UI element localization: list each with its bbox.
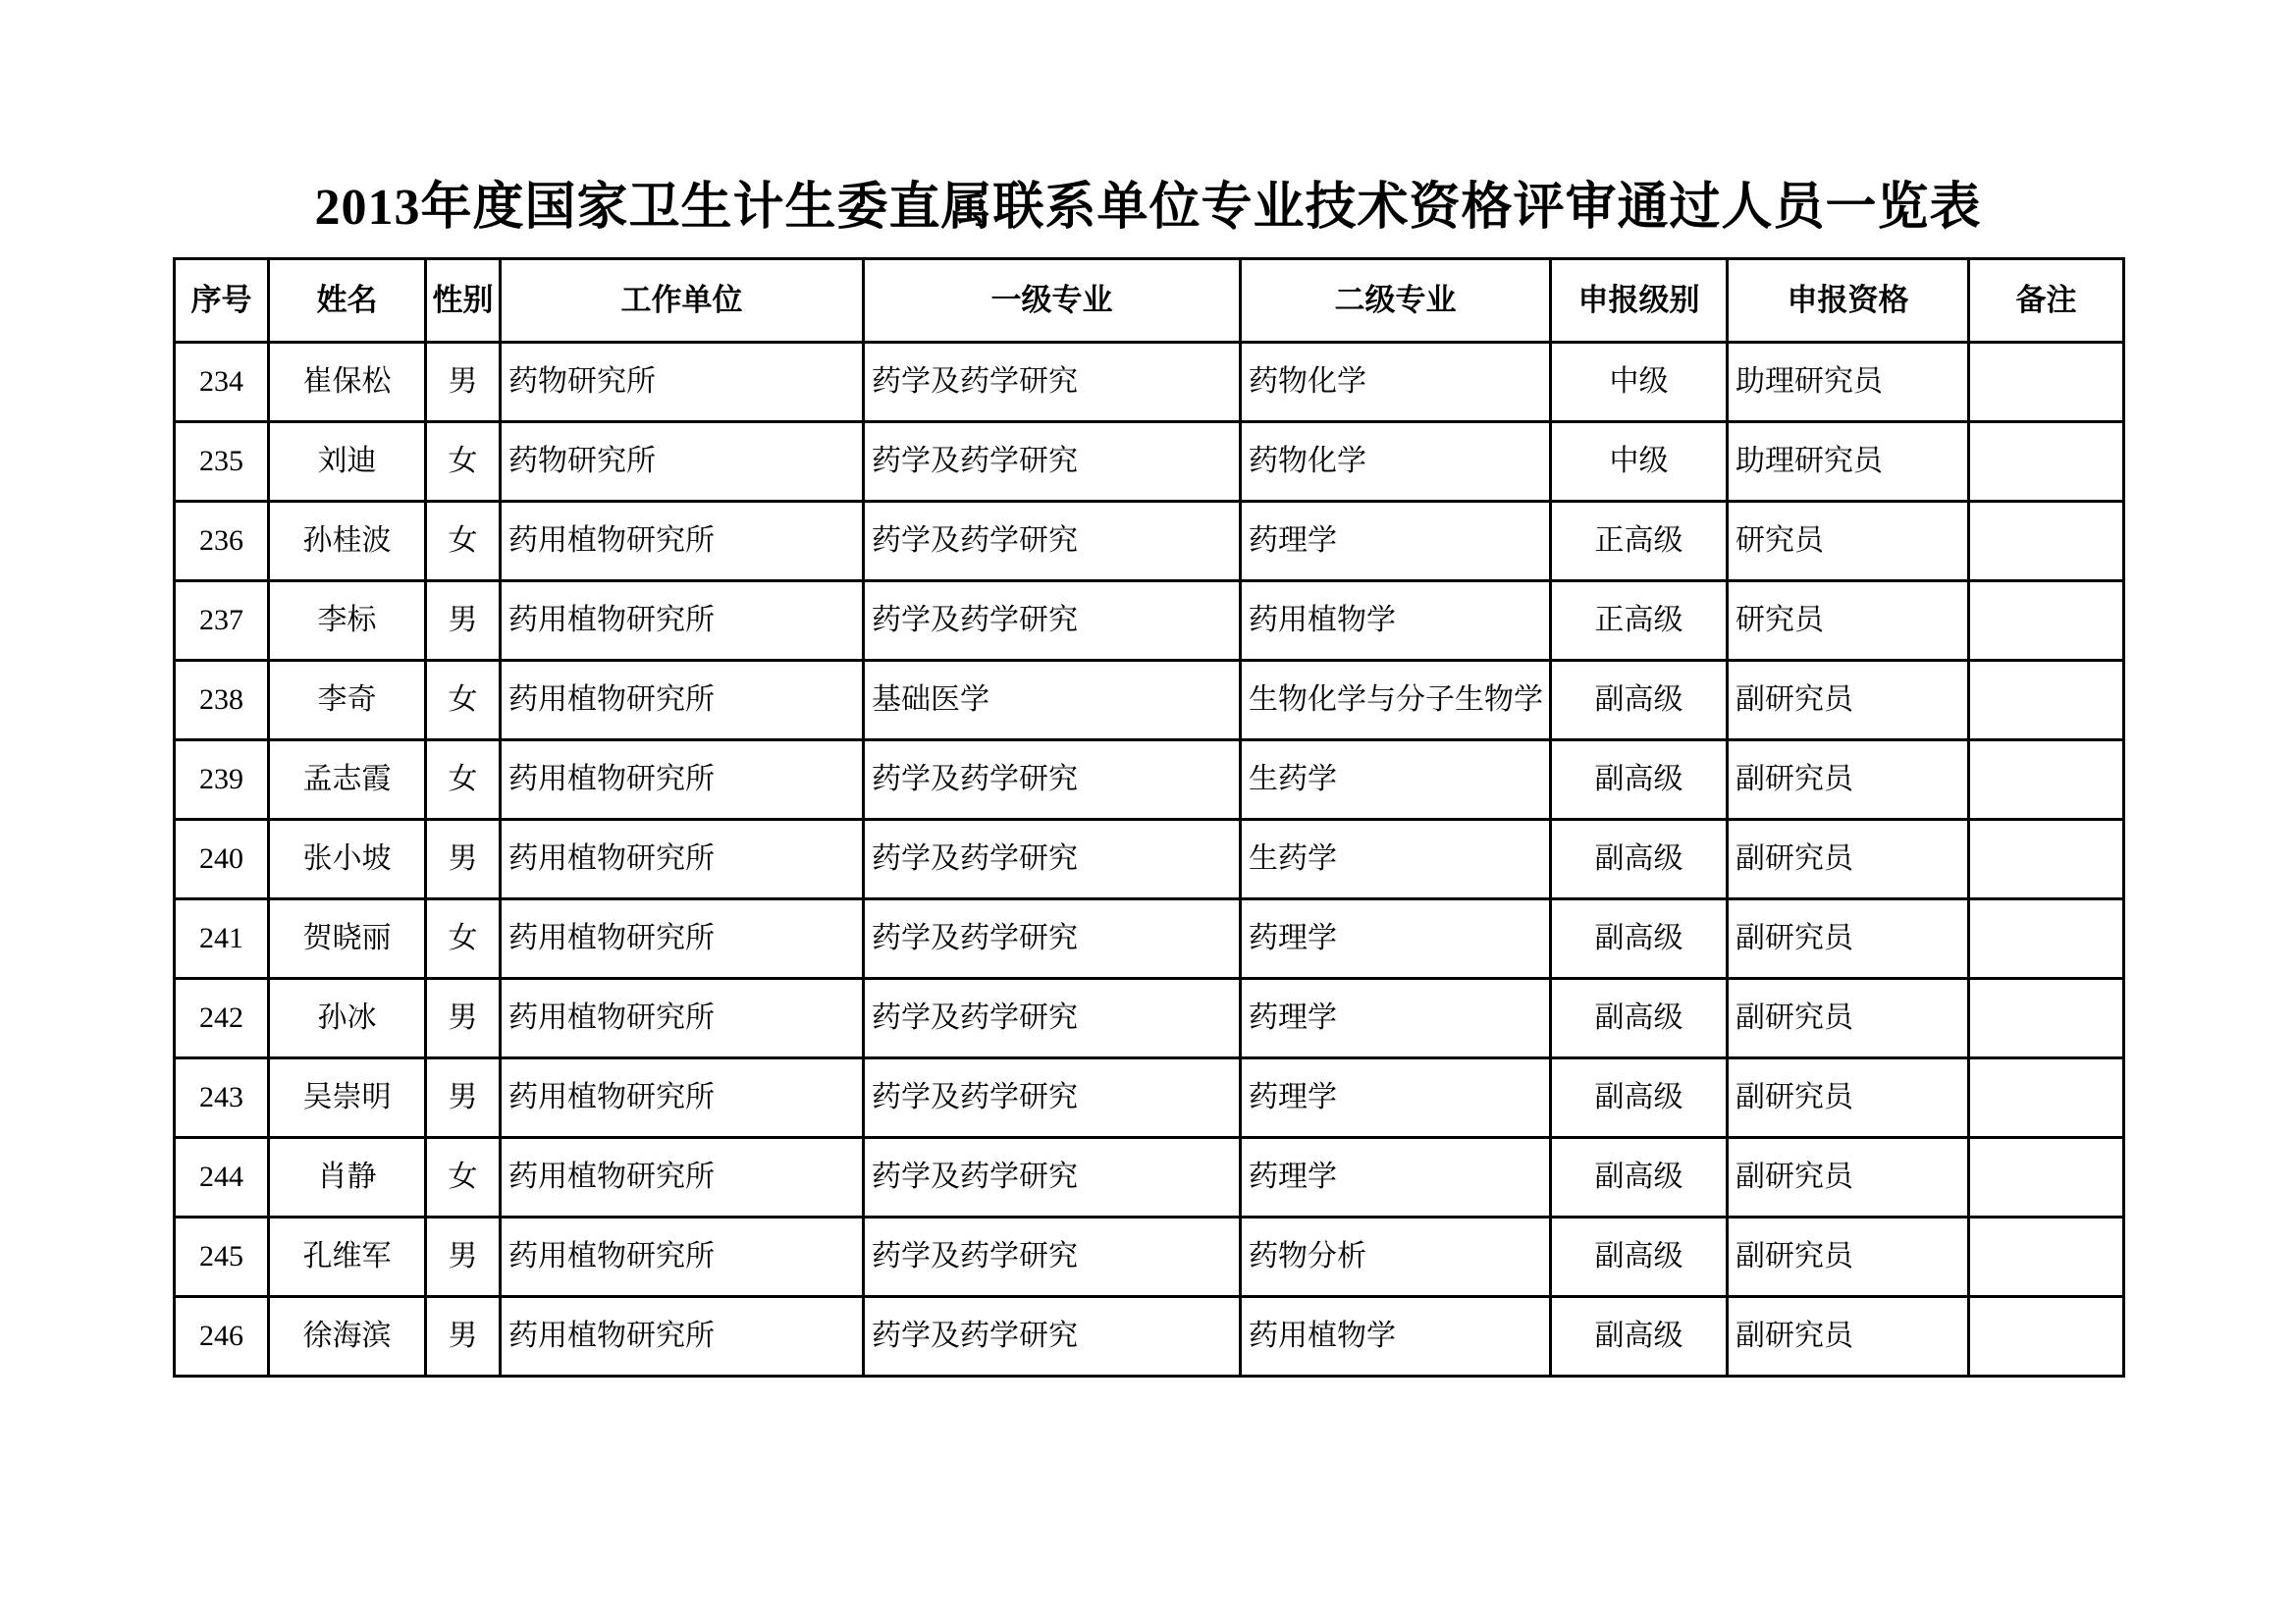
cell-name: 李标 — [269, 581, 426, 661]
cell-gender: 女 — [426, 1138, 501, 1218]
cell-work-unit: 药用植物研究所 — [501, 502, 864, 581]
cell-secondary-specialty: 药理学 — [1241, 1058, 1551, 1138]
table-row — [175, 1297, 2124, 1377]
cell-primary-specialty: 药学及药学研究 — [864, 1138, 1241, 1218]
cell-name: 孙冰 — [269, 979, 426, 1058]
table-row — [175, 1218, 2124, 1297]
cell-work-unit: 药用植物研究所 — [501, 661, 864, 740]
cell-application-level: 副高级 — [1551, 740, 1728, 820]
table-row — [175, 502, 2124, 581]
cell-work-unit: 药用植物研究所 — [501, 1218, 864, 1297]
cell-name: 刘迪 — [269, 422, 426, 502]
cell-secondary-specialty: 药物分析 — [1241, 1218, 1551, 1297]
cell-gender: 男 — [426, 1218, 501, 1297]
cell-name: 吴崇明 — [269, 1058, 426, 1138]
cell-work-unit: 药用植物研究所 — [501, 740, 864, 820]
cell-secondary-specialty: 药理学 — [1241, 899, 1551, 979]
cell-remarks — [1969, 581, 2124, 661]
cell-application-level: 副高级 — [1551, 1138, 1728, 1218]
cell-work-unit: 药用植物研究所 — [501, 979, 864, 1058]
cell-work-unit: 药用植物研究所 — [501, 581, 864, 661]
cell-name: 孔维军 — [269, 1218, 426, 1297]
cell-secondary-specialty: 药用植物学 — [1241, 581, 1551, 661]
cell-remarks — [1969, 899, 2124, 979]
cell-name: 肖静 — [269, 1138, 426, 1218]
cell-gender: 女 — [426, 422, 501, 502]
cell-primary-specialty: 药学及药学研究 — [864, 1218, 1241, 1297]
cell-primary-specialty: 药学及药学研究 — [864, 899, 1241, 979]
cell-remarks — [1969, 343, 2124, 422]
cell-work-unit: 药物研究所 — [501, 422, 864, 502]
cell-application-level: 中级 — [1551, 422, 1728, 502]
cell-secondary-specialty: 药理学 — [1241, 979, 1551, 1058]
cell-application-qualification: 副研究员 — [1728, 1297, 1969, 1377]
cell-remarks — [1969, 502, 2124, 581]
column-header-remarks: 备注 — [1969, 259, 2124, 343]
cell-remarks — [1969, 1138, 2124, 1218]
cell-application-qualification: 副研究员 — [1728, 1218, 1969, 1297]
cell-gender: 女 — [426, 899, 501, 979]
cell-application-level: 中级 — [1551, 343, 1728, 422]
cell-application-level: 副高级 — [1551, 899, 1728, 979]
table-row — [175, 581, 2124, 661]
table-row — [175, 1138, 2124, 1218]
cell-gender: 男 — [426, 1297, 501, 1377]
cell-index: 242 — [175, 979, 269, 1058]
column-header-application-qualification: 申报资格 — [1728, 259, 1969, 343]
column-header-primary-specialty: 一级专业 — [864, 259, 1241, 343]
cell-primary-specialty: 药学及药学研究 — [864, 820, 1241, 899]
cell-primary-specialty: 药学及药学研究 — [864, 1058, 1241, 1138]
cell-gender: 男 — [426, 979, 501, 1058]
cell-application-qualification: 副研究员 — [1728, 979, 1969, 1058]
cell-application-level: 正高级 — [1551, 502, 1728, 581]
column-header-index: 序号 — [175, 259, 269, 343]
cell-work-unit: 药用植物研究所 — [501, 1138, 864, 1218]
personnel-roster-table — [173, 257, 2125, 1378]
table-row — [175, 740, 2124, 820]
cell-application-qualification: 副研究员 — [1728, 820, 1969, 899]
cell-secondary-specialty: 生药学 — [1241, 820, 1551, 899]
cell-application-qualification: 助理研究员 — [1728, 422, 1969, 502]
cell-index: 237 — [175, 581, 269, 661]
cell-name: 李奇 — [269, 661, 426, 740]
cell-application-qualification: 副研究员 — [1728, 661, 1969, 740]
column-header-secondary-specialty: 二级专业 — [1241, 259, 1551, 343]
cell-index: 240 — [175, 820, 269, 899]
cell-primary-specialty: 药学及药学研究 — [864, 422, 1241, 502]
table-row — [175, 343, 2124, 422]
table-header — [175, 259, 2124, 343]
cell-gender: 男 — [426, 1058, 501, 1138]
cell-application-qualification: 助理研究员 — [1728, 343, 1969, 422]
cell-gender: 男 — [426, 581, 501, 661]
cell-remarks — [1969, 1218, 2124, 1297]
cell-primary-specialty: 药学及药学研究 — [864, 1297, 1241, 1377]
cell-remarks — [1969, 979, 2124, 1058]
cell-application-qualification: 副研究员 — [1728, 1058, 1969, 1138]
cell-primary-specialty: 药学及药学研究 — [864, 581, 1241, 661]
cell-remarks — [1969, 740, 2124, 820]
cell-name: 张小坡 — [269, 820, 426, 899]
cell-remarks — [1969, 1297, 2124, 1377]
column-header-name: 姓名 — [269, 259, 426, 343]
table-row — [175, 1058, 2124, 1138]
column-header-gender: 性别 — [426, 259, 501, 343]
cell-index: 236 — [175, 502, 269, 581]
cell-name: 贺晓丽 — [269, 899, 426, 979]
cell-secondary-specialty: 生药学 — [1241, 740, 1551, 820]
cell-application-level: 副高级 — [1551, 1058, 1728, 1138]
cell-application-level: 副高级 — [1551, 1297, 1728, 1377]
cell-index: 244 — [175, 1138, 269, 1218]
table-row — [175, 661, 2124, 740]
cell-index: 239 — [175, 740, 269, 820]
cell-application-qualification: 副研究员 — [1728, 740, 1969, 820]
cell-gender: 男 — [426, 343, 501, 422]
table-header-row — [175, 259, 2124, 343]
cell-remarks — [1969, 422, 2124, 502]
cell-secondary-specialty: 药物化学 — [1241, 422, 1551, 502]
table-body — [175, 343, 2124, 1377]
cell-remarks — [1969, 1058, 2124, 1138]
page-title: 2013年度国家卫生计生委直属联系单位专业技术资格评审通过人员一览表 — [314, 180, 1982, 236]
column-header-work-unit: 工作单位 — [501, 259, 864, 343]
cell-application-level: 副高级 — [1551, 979, 1728, 1058]
cell-index: 246 — [175, 1297, 269, 1377]
cell-work-unit: 药物研究所 — [501, 343, 864, 422]
cell-name: 孟志霞 — [269, 740, 426, 820]
cell-primary-specialty: 药学及药学研究 — [864, 740, 1241, 820]
cell-primary-specialty: 药学及药学研究 — [864, 343, 1241, 422]
cell-application-level: 副高级 — [1551, 1218, 1728, 1297]
cell-application-qualification: 副研究员 — [1728, 1138, 1969, 1218]
cell-work-unit: 药用植物研究所 — [501, 1297, 864, 1377]
table-row — [175, 422, 2124, 502]
cell-gender: 女 — [426, 661, 501, 740]
cell-index: 235 — [175, 422, 269, 502]
cell-application-qualification: 研究员 — [1728, 502, 1969, 581]
cell-work-unit: 药用植物研究所 — [501, 899, 864, 979]
cell-application-level: 副高级 — [1551, 820, 1728, 899]
table-row — [175, 820, 2124, 899]
cell-name: 崔保松 — [269, 343, 426, 422]
cell-remarks — [1969, 820, 2124, 899]
cell-primary-specialty: 药学及药学研究 — [864, 502, 1241, 581]
table-row — [175, 979, 2124, 1058]
cell-name: 孙桂波 — [269, 502, 426, 581]
cell-work-unit: 药用植物研究所 — [501, 820, 864, 899]
cell-index: 245 — [175, 1218, 269, 1297]
column-header-application-level: 申报级别 — [1551, 259, 1728, 343]
cell-gender: 女 — [426, 502, 501, 581]
cell-gender: 女 — [426, 740, 501, 820]
cell-application-level: 副高级 — [1551, 661, 1728, 740]
cell-application-qualification: 副研究员 — [1728, 899, 1969, 979]
cell-work-unit: 药用植物研究所 — [501, 1058, 864, 1138]
cell-name: 徐海滨 — [269, 1297, 426, 1377]
cell-secondary-specialty: 药理学 — [1241, 502, 1551, 581]
cell-index: 241 — [175, 899, 269, 979]
table-row — [175, 899, 2124, 979]
cell-gender: 男 — [426, 820, 501, 899]
cell-primary-specialty: 基础医学 — [864, 661, 1241, 740]
cell-remarks — [1969, 661, 2124, 740]
cell-application-qualification: 研究员 — [1728, 581, 1969, 661]
cell-secondary-specialty: 药理学 — [1241, 1138, 1551, 1218]
cell-secondary-specialty: 生物化学与分子生物学 — [1241, 661, 1551, 740]
cell-application-level: 正高级 — [1551, 581, 1728, 661]
cell-secondary-specialty: 药用植物学 — [1241, 1297, 1551, 1377]
cell-primary-specialty: 药学及药学研究 — [864, 979, 1241, 1058]
cell-index: 238 — [175, 661, 269, 740]
cell-secondary-specialty: 药物化学 — [1241, 343, 1551, 422]
cell-index: 243 — [175, 1058, 269, 1138]
cell-index: 234 — [175, 343, 269, 422]
